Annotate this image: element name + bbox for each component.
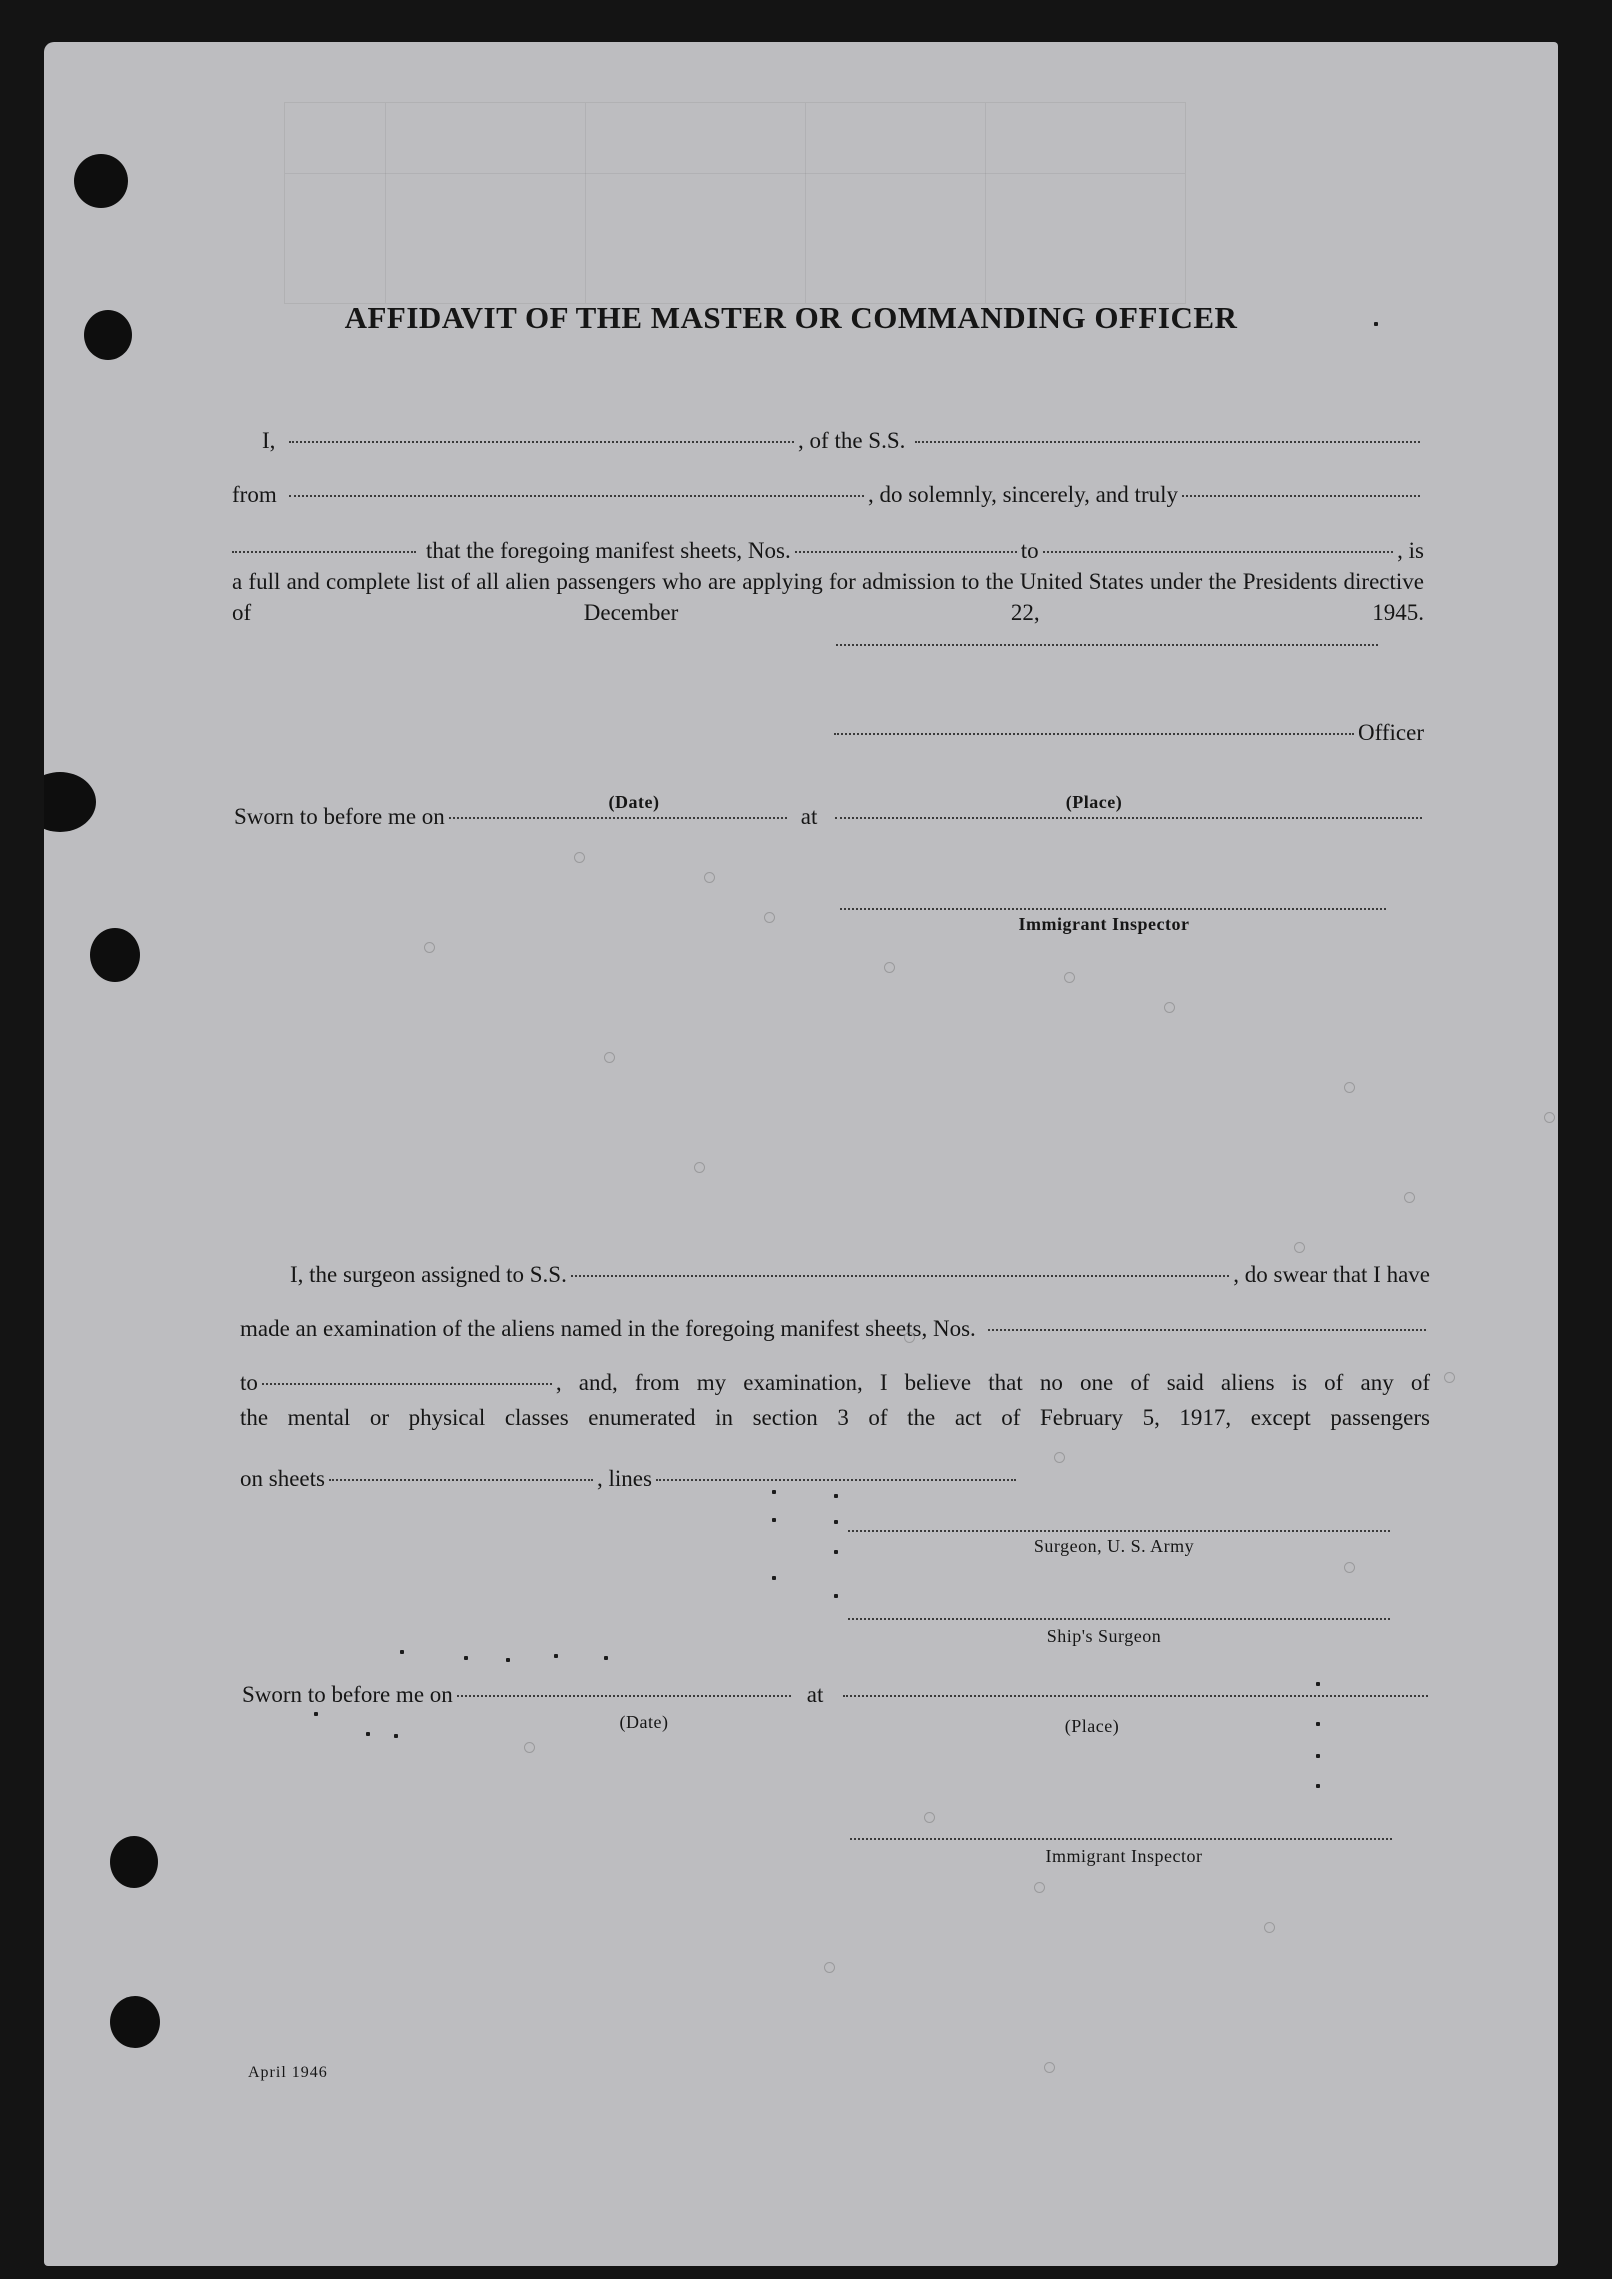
at-label: at <box>800 804 818 829</box>
paper-mark <box>1316 1784 1320 1788</box>
to-label: to <box>1020 538 1039 563</box>
sworn-label: Sworn to before me on <box>234 804 445 829</box>
inspector-signature-line[interactable] <box>840 908 1386 910</box>
oath-word-field-2[interactable] <box>232 550 416 553</box>
surgeon-line-4: the mental or physical classes enumerated in section 3 of the act of February 5, 1917, except passengers <box>240 1405 1430 1430</box>
paper-speck <box>574 852 585 863</box>
sheets-from-field[interactable] <box>795 550 1017 553</box>
document-title: AFFIDAVIT OF THE MASTER OR COMMANDING OFFICER <box>344 300 1238 335</box>
paper-speck <box>704 872 715 883</box>
ships-surgeon-caption: Ship's Surgeon <box>1046 1626 1162 1646</box>
paper-mark <box>834 1550 838 1554</box>
surgeon-sheets-to-field[interactable] <box>262 1382 552 1385</box>
master-signature-line[interactable] <box>836 644 1378 646</box>
from-line <box>232 482 1424 508</box>
bleed-through <box>284 102 1186 304</box>
ship-name-field[interactable] <box>915 440 1420 443</box>
inspector-caption-2: Immigrant Inspector <box>1045 1846 1203 1866</box>
sworn-label-2: Sworn to before me on <box>242 1682 453 1707</box>
paper-speck <box>1544 1112 1555 1123</box>
solemnly-label: , do solemnly, sincerely, and truly <box>867 482 1178 507</box>
paper-mark <box>772 1576 776 1580</box>
paper-mark <box>554 1654 558 1658</box>
paper-mark <box>772 1518 776 1522</box>
paper-mark <box>464 1656 468 1660</box>
paper-mark <box>394 1734 398 1738</box>
paper-mark <box>1316 1722 1320 1726</box>
surgeon-ship-field[interactable] <box>571 1274 1229 1277</box>
paper-mark <box>834 1520 838 1524</box>
master-name-field[interactable] <box>289 440 794 443</box>
from-port-field[interactable] <box>289 494 864 497</box>
surgeon-sheets-from-field[interactable] <box>988 1328 1426 1331</box>
paper-mark <box>834 1494 838 1498</box>
paper-speck <box>1044 2062 1055 2073</box>
paper-speck <box>1034 1882 1045 1893</box>
paper-speck <box>1294 1242 1305 1253</box>
surgeon-to-label: to <box>240 1370 258 1395</box>
punch-hole <box>110 1836 158 1888</box>
army-surgeon-signature-line[interactable] <box>848 1530 1390 1532</box>
paper-mark <box>1316 1682 1320 1686</box>
belief-label: , and, from my examination, I believe that no one of said aliens is of any of <box>555 1370 1430 1395</box>
manifest-sheets-line <box>232 538 1424 564</box>
master-name-line <box>262 428 1424 454</box>
sworn-date-field-2[interactable] <box>457 1694 791 1697</box>
date-caption: (Date) <box>608 792 660 812</box>
master-statement: a full and complete list of all alien passengers who are applying for admission to the United States under the Presidents directive of December 22, 1945. <box>232 569 1424 625</box>
from-label: from <box>232 482 277 507</box>
foregoing-label: that the foregoing manifest sheets, Nos. <box>426 538 791 563</box>
lines-label: , lines <box>596 1466 652 1491</box>
of-ss-label: , of the S.S. <box>798 428 906 453</box>
surgeon-assigned-label: I, the surgeon assigned to S.S. <box>290 1262 567 1287</box>
paper-speck <box>1444 1372 1455 1383</box>
paper-mark <box>834 1594 838 1598</box>
paper-speck <box>1054 1452 1065 1463</box>
place-caption: (Place) <box>1065 792 1123 812</box>
paper-speck <box>424 942 435 953</box>
paper-speck <box>694 1162 705 1173</box>
sworn-date-field[interactable] <box>449 816 787 819</box>
at-label-2: at <box>806 1682 824 1707</box>
date-caption-2: (Date) <box>619 1712 669 1732</box>
paper-mark <box>366 1732 370 1736</box>
officer-label: Officer <box>1358 720 1424 745</box>
sworn-place-field-2[interactable] <box>843 1694 1428 1697</box>
sworn-line-1 <box>234 804 1426 830</box>
sheets-to-field[interactable] <box>1043 550 1394 553</box>
paper-mark <box>506 1658 510 1662</box>
oath-word-field[interactable] <box>1182 494 1420 497</box>
inspector-signature-line-2[interactable] <box>850 1838 1392 1840</box>
paper-speck <box>764 912 775 923</box>
ships-surgeon-signature-line[interactable] <box>848 1618 1390 1620</box>
is-label: , is <box>1397 538 1424 563</box>
paper-speck <box>1164 1002 1175 1013</box>
paper-speck <box>1344 1562 1355 1573</box>
form-sheet <box>44 42 1558 2266</box>
army-surgeon-caption: Surgeon, U. S. Army <box>1033 1536 1195 1556</box>
sworn-line-2 <box>242 1682 1432 1708</box>
surgeon-line-1 <box>290 1262 1430 1288</box>
punch-hole <box>44 772 96 832</box>
paper-mark <box>1316 1754 1320 1758</box>
paper-mark <box>400 1650 404 1654</box>
examination-label: made an examination of the aliens named in the foregoing manifest sheets, Nos. <box>240 1316 976 1341</box>
paper-speck <box>824 1962 835 1973</box>
on-sheets-label: on sheets <box>240 1466 325 1491</box>
paper-speck <box>604 1052 615 1063</box>
officer-line <box>834 720 1424 746</box>
paper-speck <box>884 962 895 973</box>
surgeon-line-2 <box>240 1316 1430 1342</box>
swear-label: , do swear that I have <box>1233 1262 1430 1287</box>
paper-mark <box>772 1490 776 1494</box>
place-caption-2: (Place) <box>1064 1716 1120 1736</box>
paper-speck <box>1344 1082 1355 1093</box>
officer-signature-field[interactable] <box>834 732 1354 735</box>
punch-hole <box>90 928 140 982</box>
punch-hole <box>110 1996 160 2048</box>
surgeon-line-3 <box>240 1370 1430 1396</box>
paper-mark <box>314 1712 318 1716</box>
paper-speck <box>1064 972 1075 983</box>
paper-speck <box>524 1742 535 1753</box>
form-date-footer: April 1946 <box>248 2064 328 2081</box>
inspector-caption: Immigrant Inspector <box>1018 914 1190 934</box>
paper-mark <box>604 1656 608 1660</box>
except-lines-field[interactable] <box>656 1478 1016 1481</box>
paper-speck <box>1264 1922 1275 1933</box>
on-sheets-line <box>240 1466 1020 1492</box>
paper-speck <box>904 1332 915 1343</box>
punch-hole <box>74 154 128 208</box>
except-sheets-field[interactable] <box>329 1478 593 1481</box>
paper-speck <box>924 1812 935 1823</box>
paper-mark <box>1374 322 1378 326</box>
i-label: I, <box>262 428 276 453</box>
paper-speck <box>1404 1192 1415 1203</box>
sworn-place-field[interactable] <box>835 816 1422 819</box>
